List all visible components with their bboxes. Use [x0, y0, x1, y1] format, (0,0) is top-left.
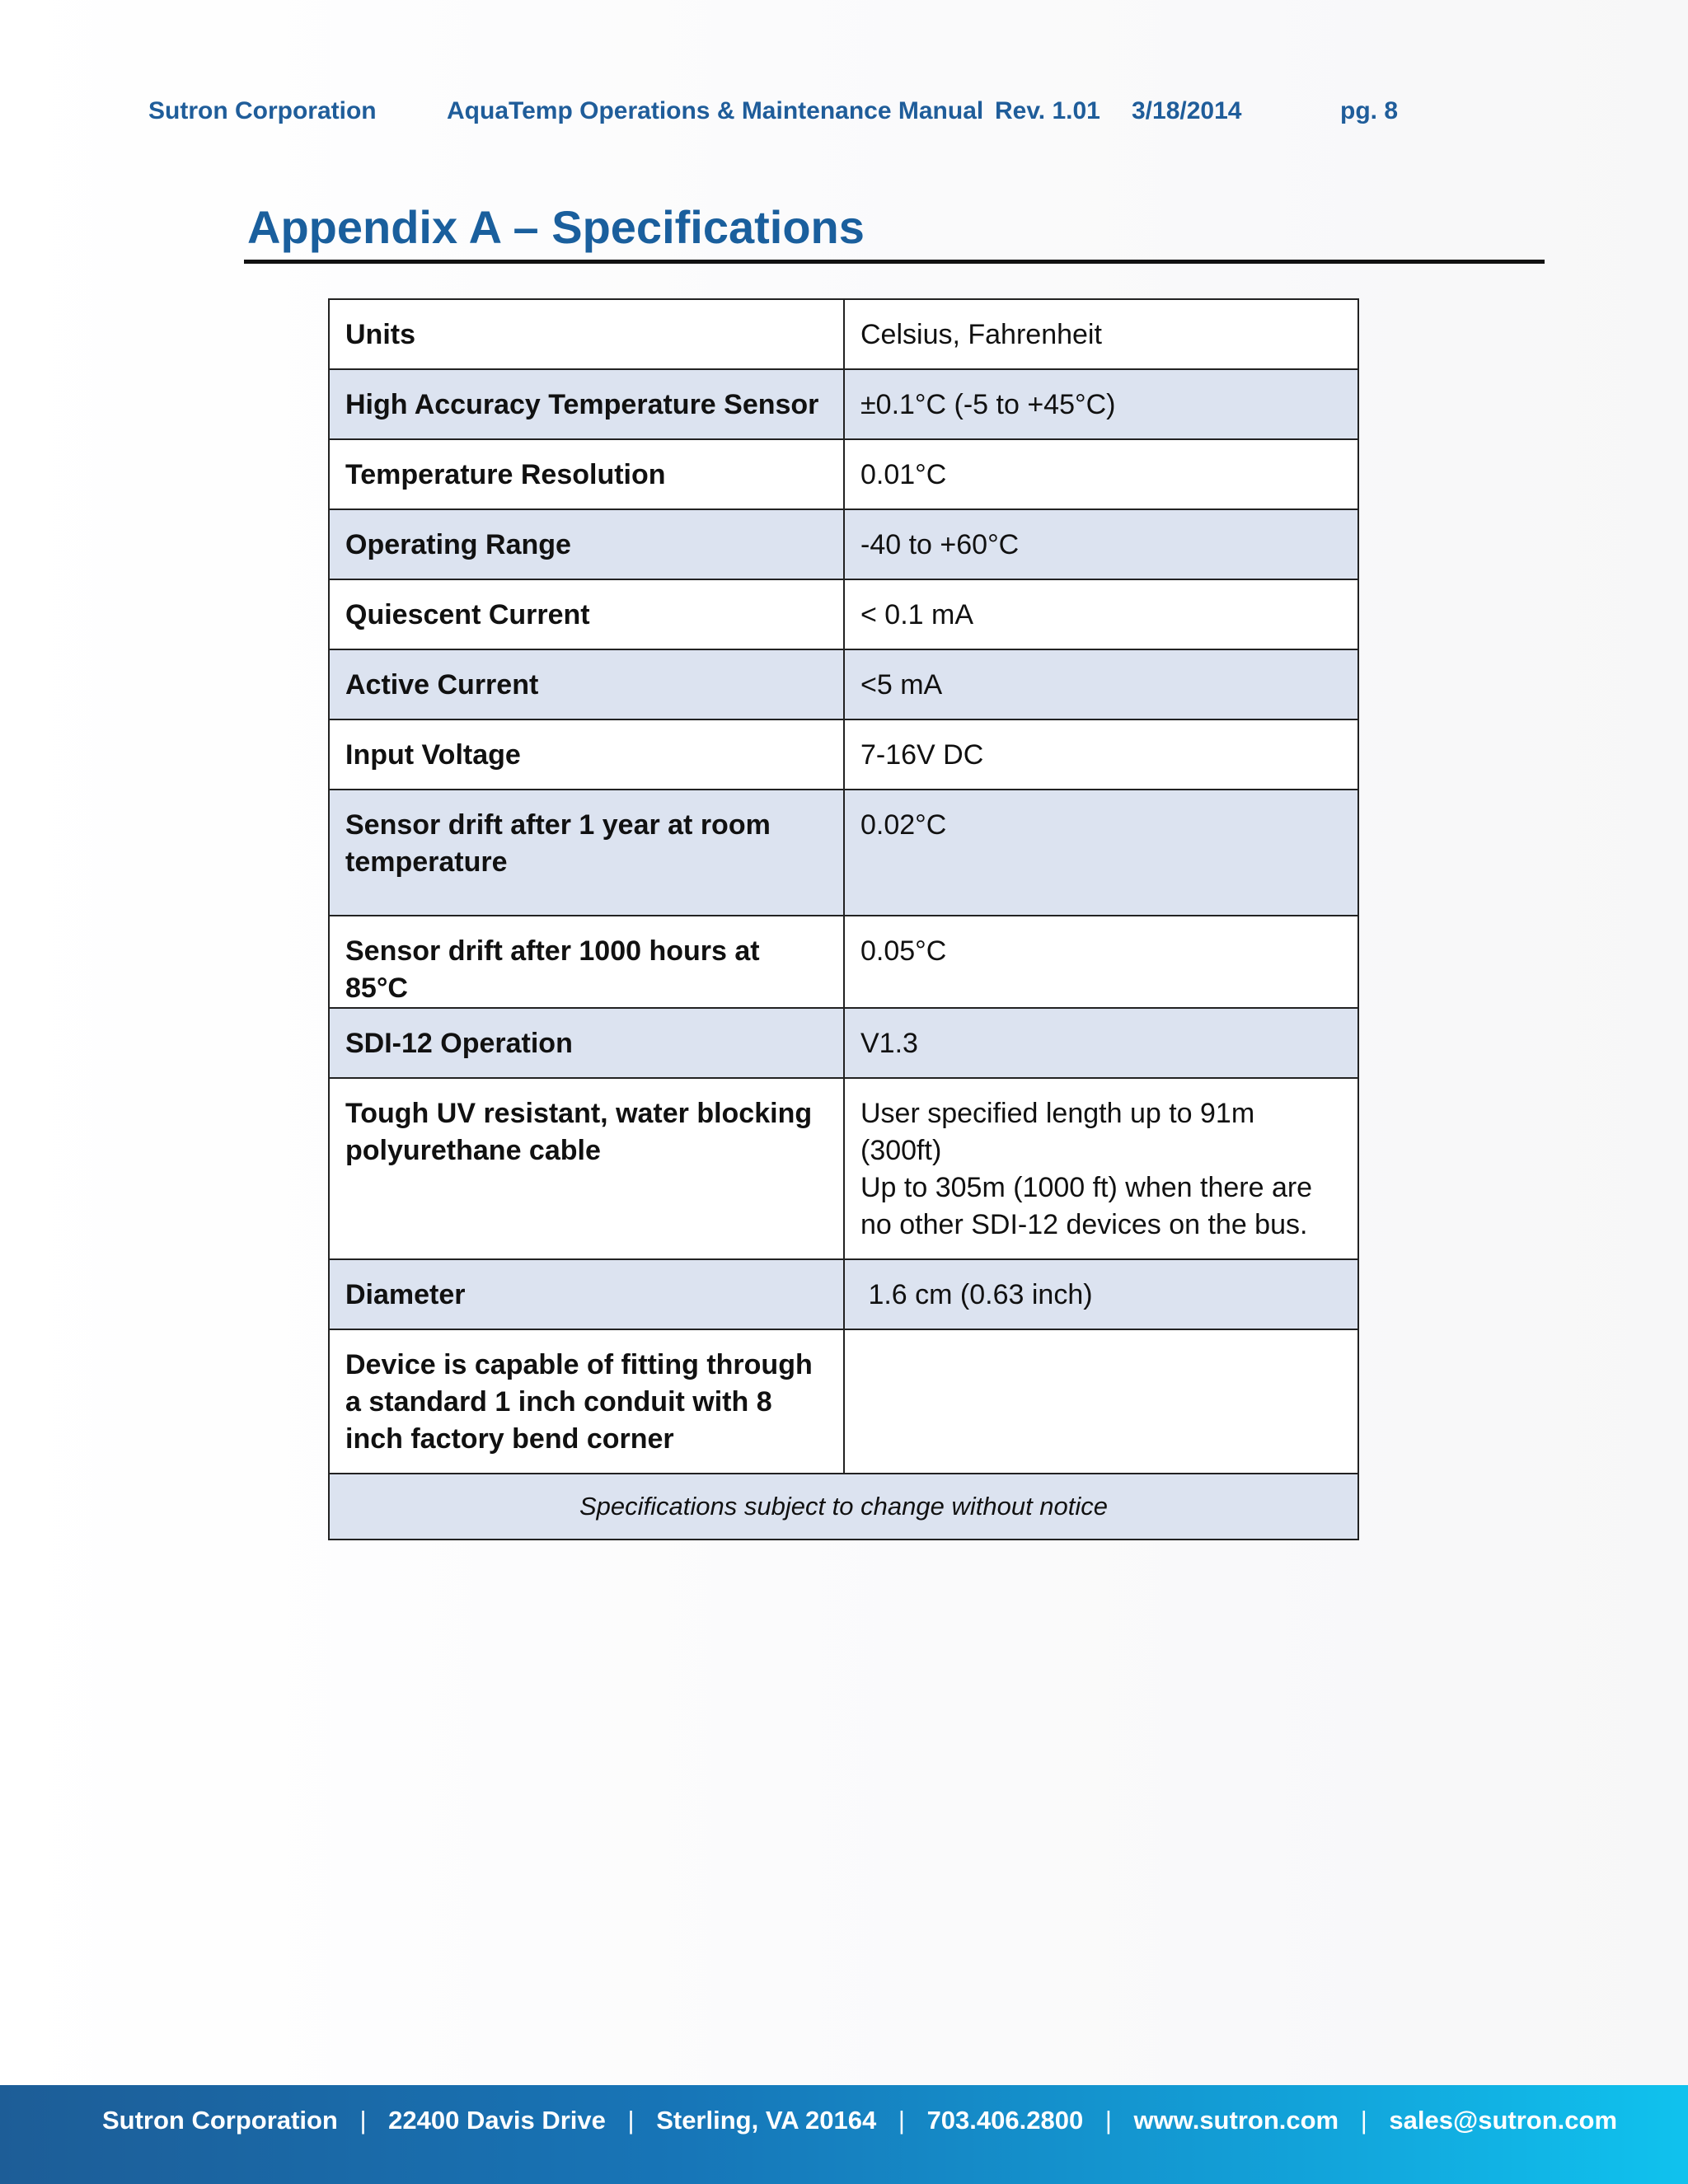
spec-value	[844, 1329, 1358, 1474]
spec-label: Units	[329, 299, 844, 369]
appendix-title: Appendix A – Specifications	[247, 201, 865, 253]
spec-label: Device is capable of fitting through a standard 1 inch conduit with 8 inch factory bend corner	[329, 1329, 844, 1474]
footer-separator: |	[1360, 2106, 1367, 2135]
spec-value-line: 1.6 cm (0.63 inch)	[860, 1279, 1093, 1310]
spec-value-line: Up to 305m (1000 ft) when there are no other SDI-12 devices on the bus.	[860, 1172, 1313, 1240]
footer-phone: 703.406.2800	[926, 2106, 1084, 2135]
spec-value	[844, 369, 1358, 439]
footer-contact-line	[102, 2106, 1668, 2135]
spec-label: Quiescent Current	[329, 579, 844, 649]
header-manual-title: AquaTemp Operations & Maintenance Manual	[447, 97, 984, 124]
spec-value	[844, 1078, 1358, 1259]
spec-value-line: 0.01°C	[860, 459, 947, 490]
spec-row-active-current	[329, 649, 1358, 719]
spec-value	[844, 649, 1358, 719]
spec-label: Temperature Resolution	[329, 439, 844, 509]
header-page-number: pg. 8	[1340, 97, 1399, 124]
spec-label: High Accuracy Temperature Sensor	[329, 369, 844, 439]
spec-value-line: ±0.1°C (-5 to +45°C)	[860, 389, 1116, 420]
spec-value-line: -40 to +60°C	[860, 529, 1020, 560]
spec-value	[844, 790, 1358, 916]
spec-label: SDI-12 Operation	[329, 1008, 844, 1078]
spec-row-diameter	[329, 1259, 1358, 1329]
spec-value	[844, 916, 1358, 1008]
spec-label: Operating Range	[329, 509, 844, 579]
spec-value	[844, 439, 1358, 509]
spec-row-quiescent-current	[329, 579, 1358, 649]
title-divider	[244, 260, 1545, 264]
spec-row-accuracy	[329, 369, 1358, 439]
footer-address: 22400 Davis Drive	[388, 2106, 606, 2135]
spec-row-resolution	[329, 439, 1358, 509]
spec-value	[844, 509, 1358, 579]
specifications-table	[328, 298, 1359, 1540]
spec-value-line: 7-16V DC	[860, 739, 984, 771]
spec-value	[844, 1008, 1358, 1078]
footer-separator: |	[1104, 2106, 1112, 2135]
spec-label: Tough UV resistant, water blocking polyurethane cable	[329, 1078, 844, 1259]
spec-row-drift-room	[329, 790, 1358, 916]
spec-label: Input Voltage	[329, 719, 844, 790]
footer-separator: |	[627, 2106, 635, 2135]
spec-value-line: User specified length up to 91m (300ft)	[860, 1098, 1255, 1166]
header-revision: Rev. 1.01	[995, 97, 1100, 124]
spec-value	[844, 579, 1358, 649]
spec-value	[844, 719, 1358, 790]
spec-value-line: <5 mA	[860, 669, 943, 701]
spec-row-units	[329, 299, 1358, 369]
spec-row-drift-85c	[329, 916, 1358, 1008]
footer-separator: |	[359, 2106, 367, 2135]
spec-label: Diameter	[329, 1259, 844, 1329]
spec-label: Sensor drift after 1 year at room temperature	[329, 790, 844, 916]
spec-label: Sensor drift after 1000 hours at 85°C	[329, 916, 844, 1008]
spec-value	[844, 299, 1358, 369]
spec-row-input-voltage	[329, 719, 1358, 790]
footer-city: Sterling, VA 20164	[656, 2106, 877, 2135]
spec-value-line: 0.02°C	[860, 809, 947, 841]
footer-website-link[interactable]: www.sutron.com	[1133, 2106, 1339, 2135]
specifications-table-body	[329, 299, 1358, 1540]
spec-row-cable	[329, 1078, 1358, 1259]
spec-value-line: < 0.1 mA	[860, 599, 974, 630]
spec-row-sdi12	[329, 1008, 1358, 1078]
spec-value-line: 0.05°C	[860, 935, 947, 967]
spec-value-line: Celsius, Fahrenheit	[860, 319, 1102, 350]
footer-email-link[interactable]: sales@sutron.com	[1389, 2106, 1618, 2135]
footer-company: Sutron Corporation	[102, 2106, 338, 2135]
spec-value	[844, 1259, 1358, 1329]
footer-separator: |	[898, 2106, 905, 2135]
spec-footnote-row	[329, 1474, 1358, 1540]
header-date: 3/18/2014	[1132, 97, 1242, 124]
header-company: Sutron Corporation	[148, 97, 377, 124]
spec-row-operating-range	[329, 509, 1358, 579]
spec-row-conduit-fit	[329, 1329, 1358, 1474]
spec-footnote: Specifications subject to change without notice	[329, 1474, 1358, 1540]
page-header	[0, 97, 1688, 138]
spec-value-line: V1.3	[860, 1028, 918, 1059]
spec-label: Active Current	[329, 649, 844, 719]
